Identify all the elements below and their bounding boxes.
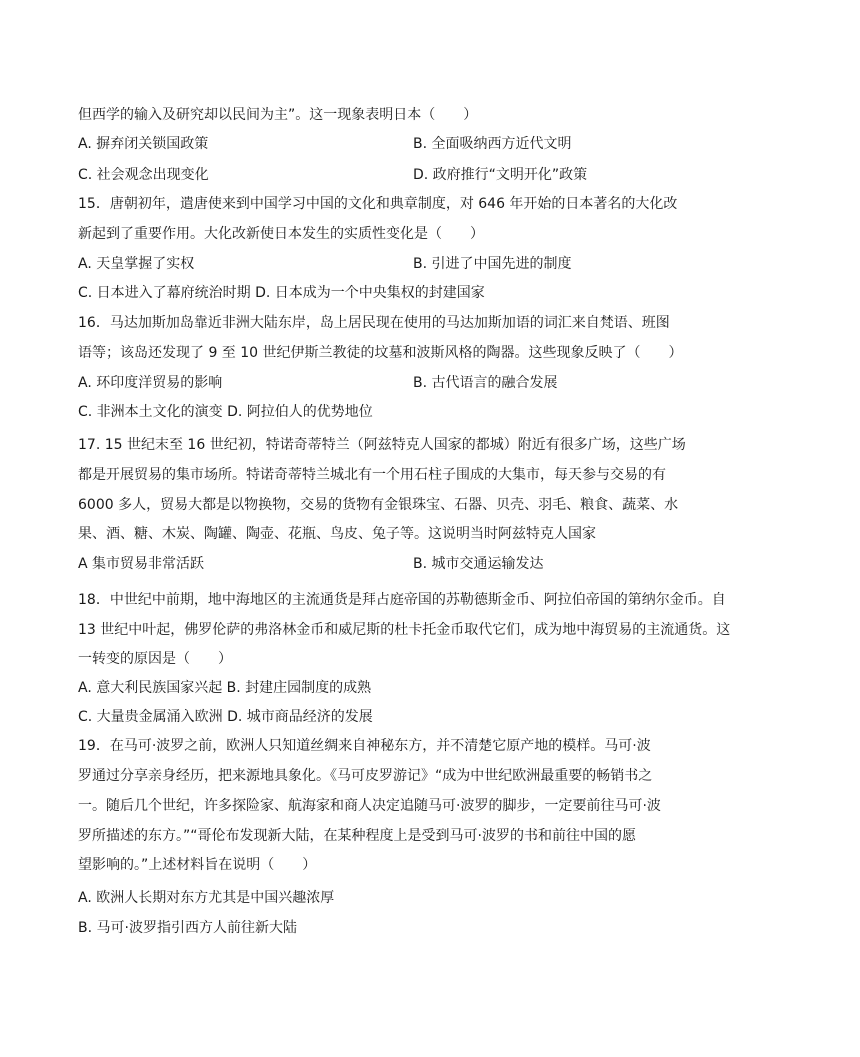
question-16-stem-1: 16．马达加斯加岛靠近非洲大陆东岸，岛上居民现在使用的马达加斯加语的词汇来自梵语、班图 <box>78 315 670 331</box>
question-19-stem-2: 罗通过分享亲身经历，把来源地具象化。《马可皮罗游记》“成为中世纪欧洲最重要的畅销书之 <box>78 768 653 784</box>
q16-option-a: A. 环印度洋贸易的影响 <box>78 375 223 391</box>
q14-option-a: A. 摒弃闭关锁国政策 <box>78 136 209 152</box>
question-16-stem-2: 语等；该岛还发现了 9 至 10 世纪伊斯兰教徒的坟墓和波斯风格的陶器。这些现象反映了（ ） <box>78 345 683 361</box>
q19-option-b: B. 马可·波罗指引西方人前往新大陆 <box>78 920 297 936</box>
question-17-stem-2: 都是开展贸易的集市场所。特诺奇蒂特兰城北有一个用石柱子围成的大集市，每天参与交易的有 <box>78 467 666 483</box>
q19-option-a: A. 欧洲人长期对东方尤其是中国兴趣浓厚 <box>78 890 335 906</box>
q14-option-b: B. 全面吸纳西方近代文明 <box>413 136 572 152</box>
question-18-stem-3: 一转变的原因是（ ） <box>78 651 232 667</box>
question-18-stem-2: 13 世纪中叶起，佛罗伦萨的弗洛林金币和威尼斯的杜卡托金币取代它们，成为地中海贸易的主流通货。这 <box>78 622 731 638</box>
q15-option-a: A. 天皇掌握了实权 <box>78 256 195 272</box>
question-17-stem-3: 6000 多人，贸易大都是以物换物，交易的货物有金银珠宝、石器、贝壳、羽毛、粮食、蔬菜、水 <box>78 497 679 513</box>
question-19-stem-4: 罗所描述的东方。”“哥伦布发现新大陆，在某种程度上是受到马可·波罗的书和前往中国的愿 <box>78 828 636 844</box>
q14-option-c: C. 社会观念出现变化 <box>78 167 209 183</box>
q15-options-cd: C. 日本进入了幕府统治时期 D. 日本成为一个中央集权的封建国家 <box>78 285 485 301</box>
q18-options-ab: A. 意大利民族国家兴起 B. 封建庄园制度的成熟 <box>78 680 372 696</box>
q17-option-b: B. 城市交通运输发达 <box>413 556 544 572</box>
question-18-stem-1: 18．中世纪中前期，地中海地区的主流通货是拜占庭帝国的苏勒德斯金币、阿拉伯帝国的第纳尔金币。自 <box>78 592 726 608</box>
question-19-stem-5: 望影响的。”上述材料旨在说明（ ） <box>78 857 317 873</box>
q16-option-b: B. 古代语言的融合发展 <box>413 375 558 391</box>
question-17-stem-4: 果、酒、糖、木炭、陶罐、陶壶、花瓶、鸟皮、兔子等。这说明当时阿兹特克人国家 <box>78 526 596 542</box>
q15-option-b: B. 引进了中国先进的制度 <box>413 256 572 272</box>
q16-options-cd: C. 非洲本土文化的演变 D. 阿拉伯人的优势地位 <box>78 404 373 420</box>
q14-option-d: D. 政府推行“文明开化”政策 <box>413 167 588 183</box>
question-15-stem-2: 新起到了重要作用。大化改新使日本发生的实质性变化是（ ） <box>78 226 484 242</box>
question-19-stem-3: 一。随后几个世纪，许多探险家、航海家和商人决定追随马可·波罗的脚步，一定要前往马可·波 <box>78 798 661 814</box>
q17-option-a: A 集市贸易非常活跃 <box>78 556 205 572</box>
question-17-stem-1: 17. 15 世纪末至 16 世纪初，特诺奇蒂特兰（阿兹特克人国家的都城）附近有很多广场，这些广场 <box>78 437 686 453</box>
question-15-stem-1: 15．唐朝初年，遣唐使来到中国学习中国的文化和典章制度，对 646 年开始的日本著名的大化改 <box>78 196 678 212</box>
question-19-stem-1: 19．在马可·波罗之前，欧洲人只知道丝绸来自神秘东方，并不清楚它原产地的模样。马可·波 <box>78 738 651 754</box>
q18-options-cd: C. 大量贵金属涌入欧洲 D. 城市商品经济的发展 <box>78 709 373 725</box>
question-14-stem-tail: 但西学的输入及研究却以民间为主”。这一现象表明日本（ ） <box>78 107 478 123</box>
